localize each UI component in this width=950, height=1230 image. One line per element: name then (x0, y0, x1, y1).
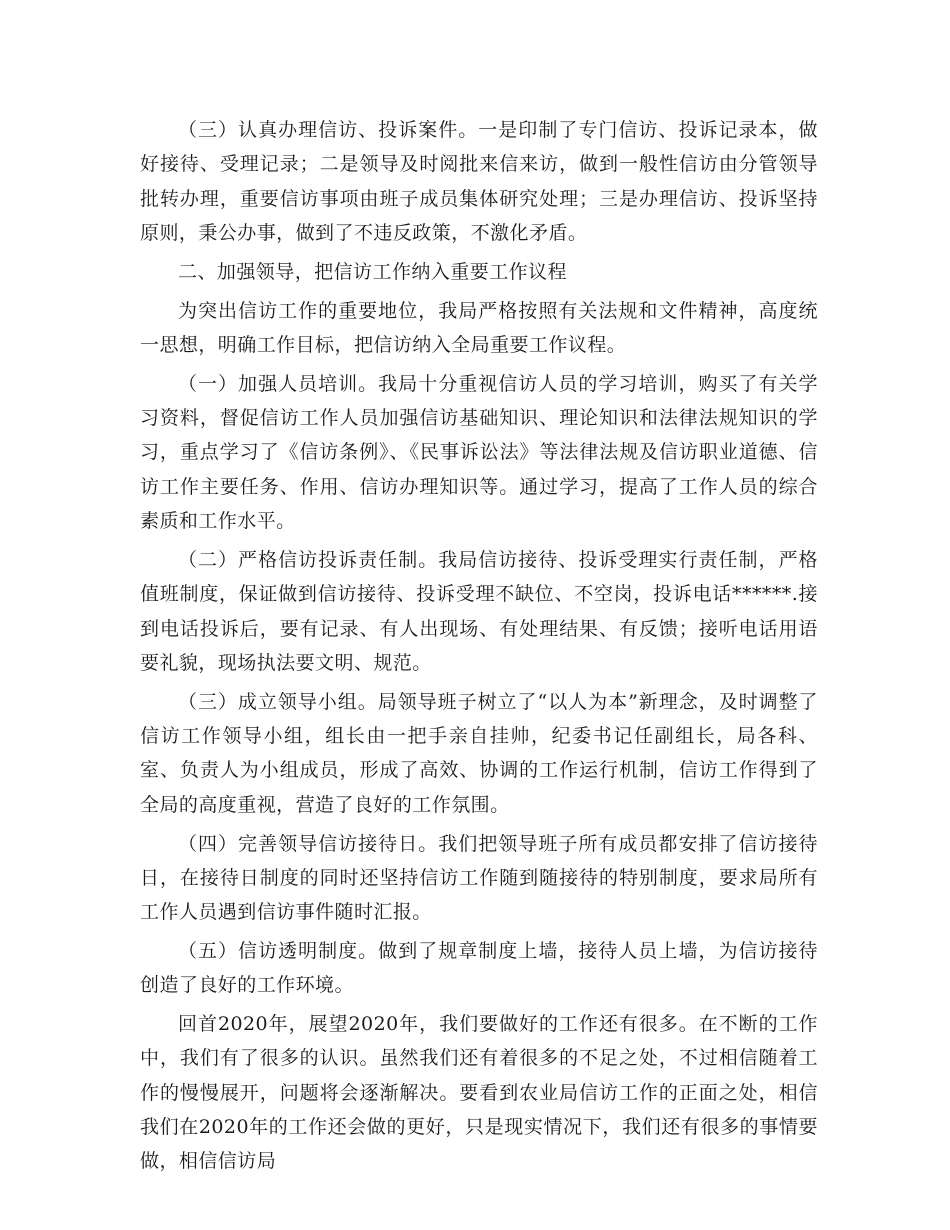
paragraph-transparency: （五）信访透明制度。做到了规章制度上墙，接待人员上墙，为信访接待创造了良好的工作环境。 (140, 939, 818, 997)
paragraph-reception-day: （四）完善领导信访接待日。我们把领导班子所有成员都安排了信访接待日，在接待日制度的同时还坚持信访工作随到随接待的特别制度，要求局所有工作人员遇到信访事件随时汇报。 (140, 832, 818, 924)
paragraph-handle-cases: （三）认真办理信访、投诉案件。一是印制了专门信访、投诉记录本，做好接待、受理记录；二是领导及时阅批来信来访，做到一般性信访由分管领导批转办理，重要信访事项由班子成员集体研究处理；三是办理信访、投诉坚持原则，秉公办事，做到了不违反政策，不激化矛盾。 (140, 119, 818, 244)
paragraph-intro: 为突出信访工作的重要地位，我局严格按照有关法规和文件精神，高度统一思想，明确工作目标，把信访纳入全局重要工作议程。 (140, 299, 818, 356)
section-heading-leadership: 二、加强领导，把信访工作纳入重要工作议程 (178, 260, 568, 283)
paragraph-training: （一）加强人员培训。我局十分重视信访人员的学习培训，购买了有关学习资料，督促信访工作人员加强信访基础知识、理论知识和法律法规知识的学习，重点学习了《信访条例》、《民事诉讼法》等法律法规及信访职业道德、信访工作主要任务、作用、信访办理知识等。通过学习，提高了工作人员的综合素质和工作水平。 (140, 372, 818, 533)
paragraph-outlook: 回首2020年，展望2020年，我们要做好的工作还有很多。在不断的工作中，我们有了很多的认识。虽然我们还有着很多的不足之处，不过相信随着工作的慢慢展开，问题将会逐渐解决。要看到农业局信访工作的正面之处，相信我们在2020年的工作还会做的更好，只是现实情况下，我们还有很多的事情要做，相信信访局 (140, 1013, 818, 1173)
paragraph-leading-group: （三）成立领导小组。局领导班子树立了“以人为本”新理念，及时调整了信访工作领导小组，组长由一把手亲自挂帅，纪委书记任副组长，局各科、室、负责人为小组成员，形成了高效、协调的工作运行机制，信访工作得到了全局的高度重视，营造了良好的工作氛围。 (140, 690, 818, 816)
paragraph-responsibility: （二）严格信访投诉责任制。我局信访接待、投诉受理实行责任制，严格值班制度，保证做到信访接待、投诉受理不缺位、不空岗，投诉电话******.接到电话投诉后，要有记录、有人出现场、有处理结果、有反馈；接听电话用语要礼貌，现场执法要文明、规范。 (140, 548, 818, 674)
